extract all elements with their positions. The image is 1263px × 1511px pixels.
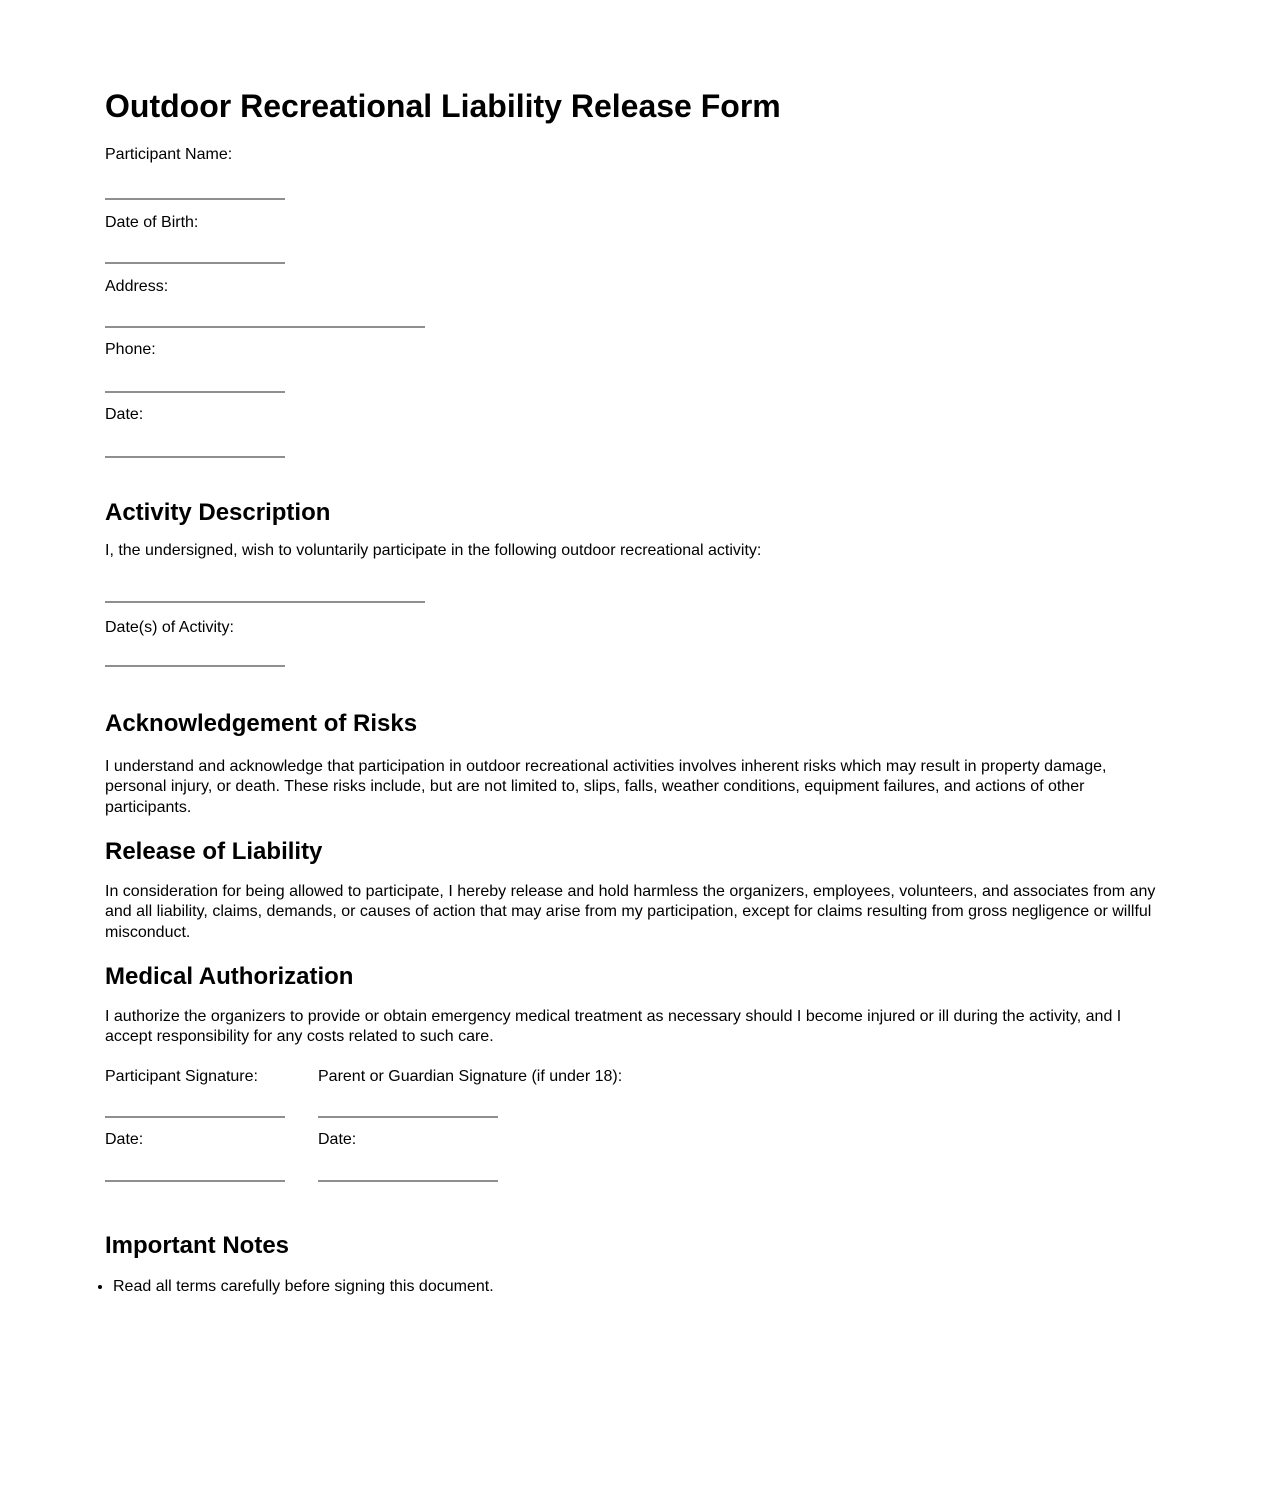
page-title: Outdoor Recreational Liability Release Form	[105, 88, 781, 124]
activity-dates-label: Date(s) of Activity:	[105, 619, 234, 637]
signature-block	[105, 1067, 1158, 1182]
guardian-date-line	[318, 1180, 498, 1182]
date-of-birth-label: Date of Birth:	[105, 213, 199, 231]
release-paragraph: In consideration for being allowed to participate, I hereby release and hold harmless the organizers, employees, volunteers, and associates from any and all liability, claims, demands, or causes of action that may arise from my participation, except for claims resulting from gross negligence or willful misconduct.	[105, 882, 1156, 942]
phone-line	[105, 391, 285, 393]
activity-line	[105, 601, 425, 603]
important-notes-list	[105, 1277, 1158, 1298]
medical-heading: Medical Authorization	[105, 962, 354, 990]
risks-heading: Acknowledgement of Risks	[105, 709, 418, 737]
date-line	[105, 456, 285, 458]
risks-paragraph: I understand and acknowledge that participation in outdoor recreational activities involves inherent risks which may result in property damage, personal injury, or death. These risks include, but are not limited to, slips, falls, weather conditions, equipment failures, and actions of other participants.	[105, 757, 1107, 817]
phone-label: Phone:	[105, 341, 156, 359]
participant-signature-label: Participant Signature:	[105, 1068, 258, 1086]
participant-name-line	[105, 198, 285, 200]
guardian-signature-column	[318, 1067, 1158, 1182]
date-of-birth-line	[105, 262, 285, 264]
medical-paragraph: I authorize the organizers to provide or obtain emergency medical treatment as necessary should I become injured or ill during the activity, and I accept responsibility for any costs related to such care.	[105, 1007, 1122, 1046]
guardian-date-label: Date:	[318, 1130, 357, 1148]
participant-signature-column	[105, 1067, 318, 1182]
participant-date-label: Date:	[105, 1130, 144, 1148]
activity-dates-line	[105, 665, 285, 667]
date-label: Date:	[105, 405, 144, 423]
address-label: Address:	[105, 278, 169, 296]
notes-item: • Read all terms carefully before signing this document.	[113, 1277, 1158, 1298]
guardian-signature-line	[318, 1116, 498, 1118]
address-line	[105, 326, 425, 328]
participant-name-label: Participant Name:	[105, 145, 233, 163]
participant-signature-line	[105, 1116, 285, 1118]
participant-date-line	[105, 1180, 285, 1182]
guardian-signature-label: Parent or Guardian Signature (if under 18):	[318, 1068, 623, 1086]
important-notes-heading: Important Notes	[105, 1231, 290, 1259]
activity-intro-text: I, the undersigned, wish to voluntarily participate in the following outdoor recreational activity:	[105, 542, 762, 560]
activity-description-heading: Activity Description	[105, 498, 331, 526]
release-heading: Release of Liability	[105, 837, 323, 865]
